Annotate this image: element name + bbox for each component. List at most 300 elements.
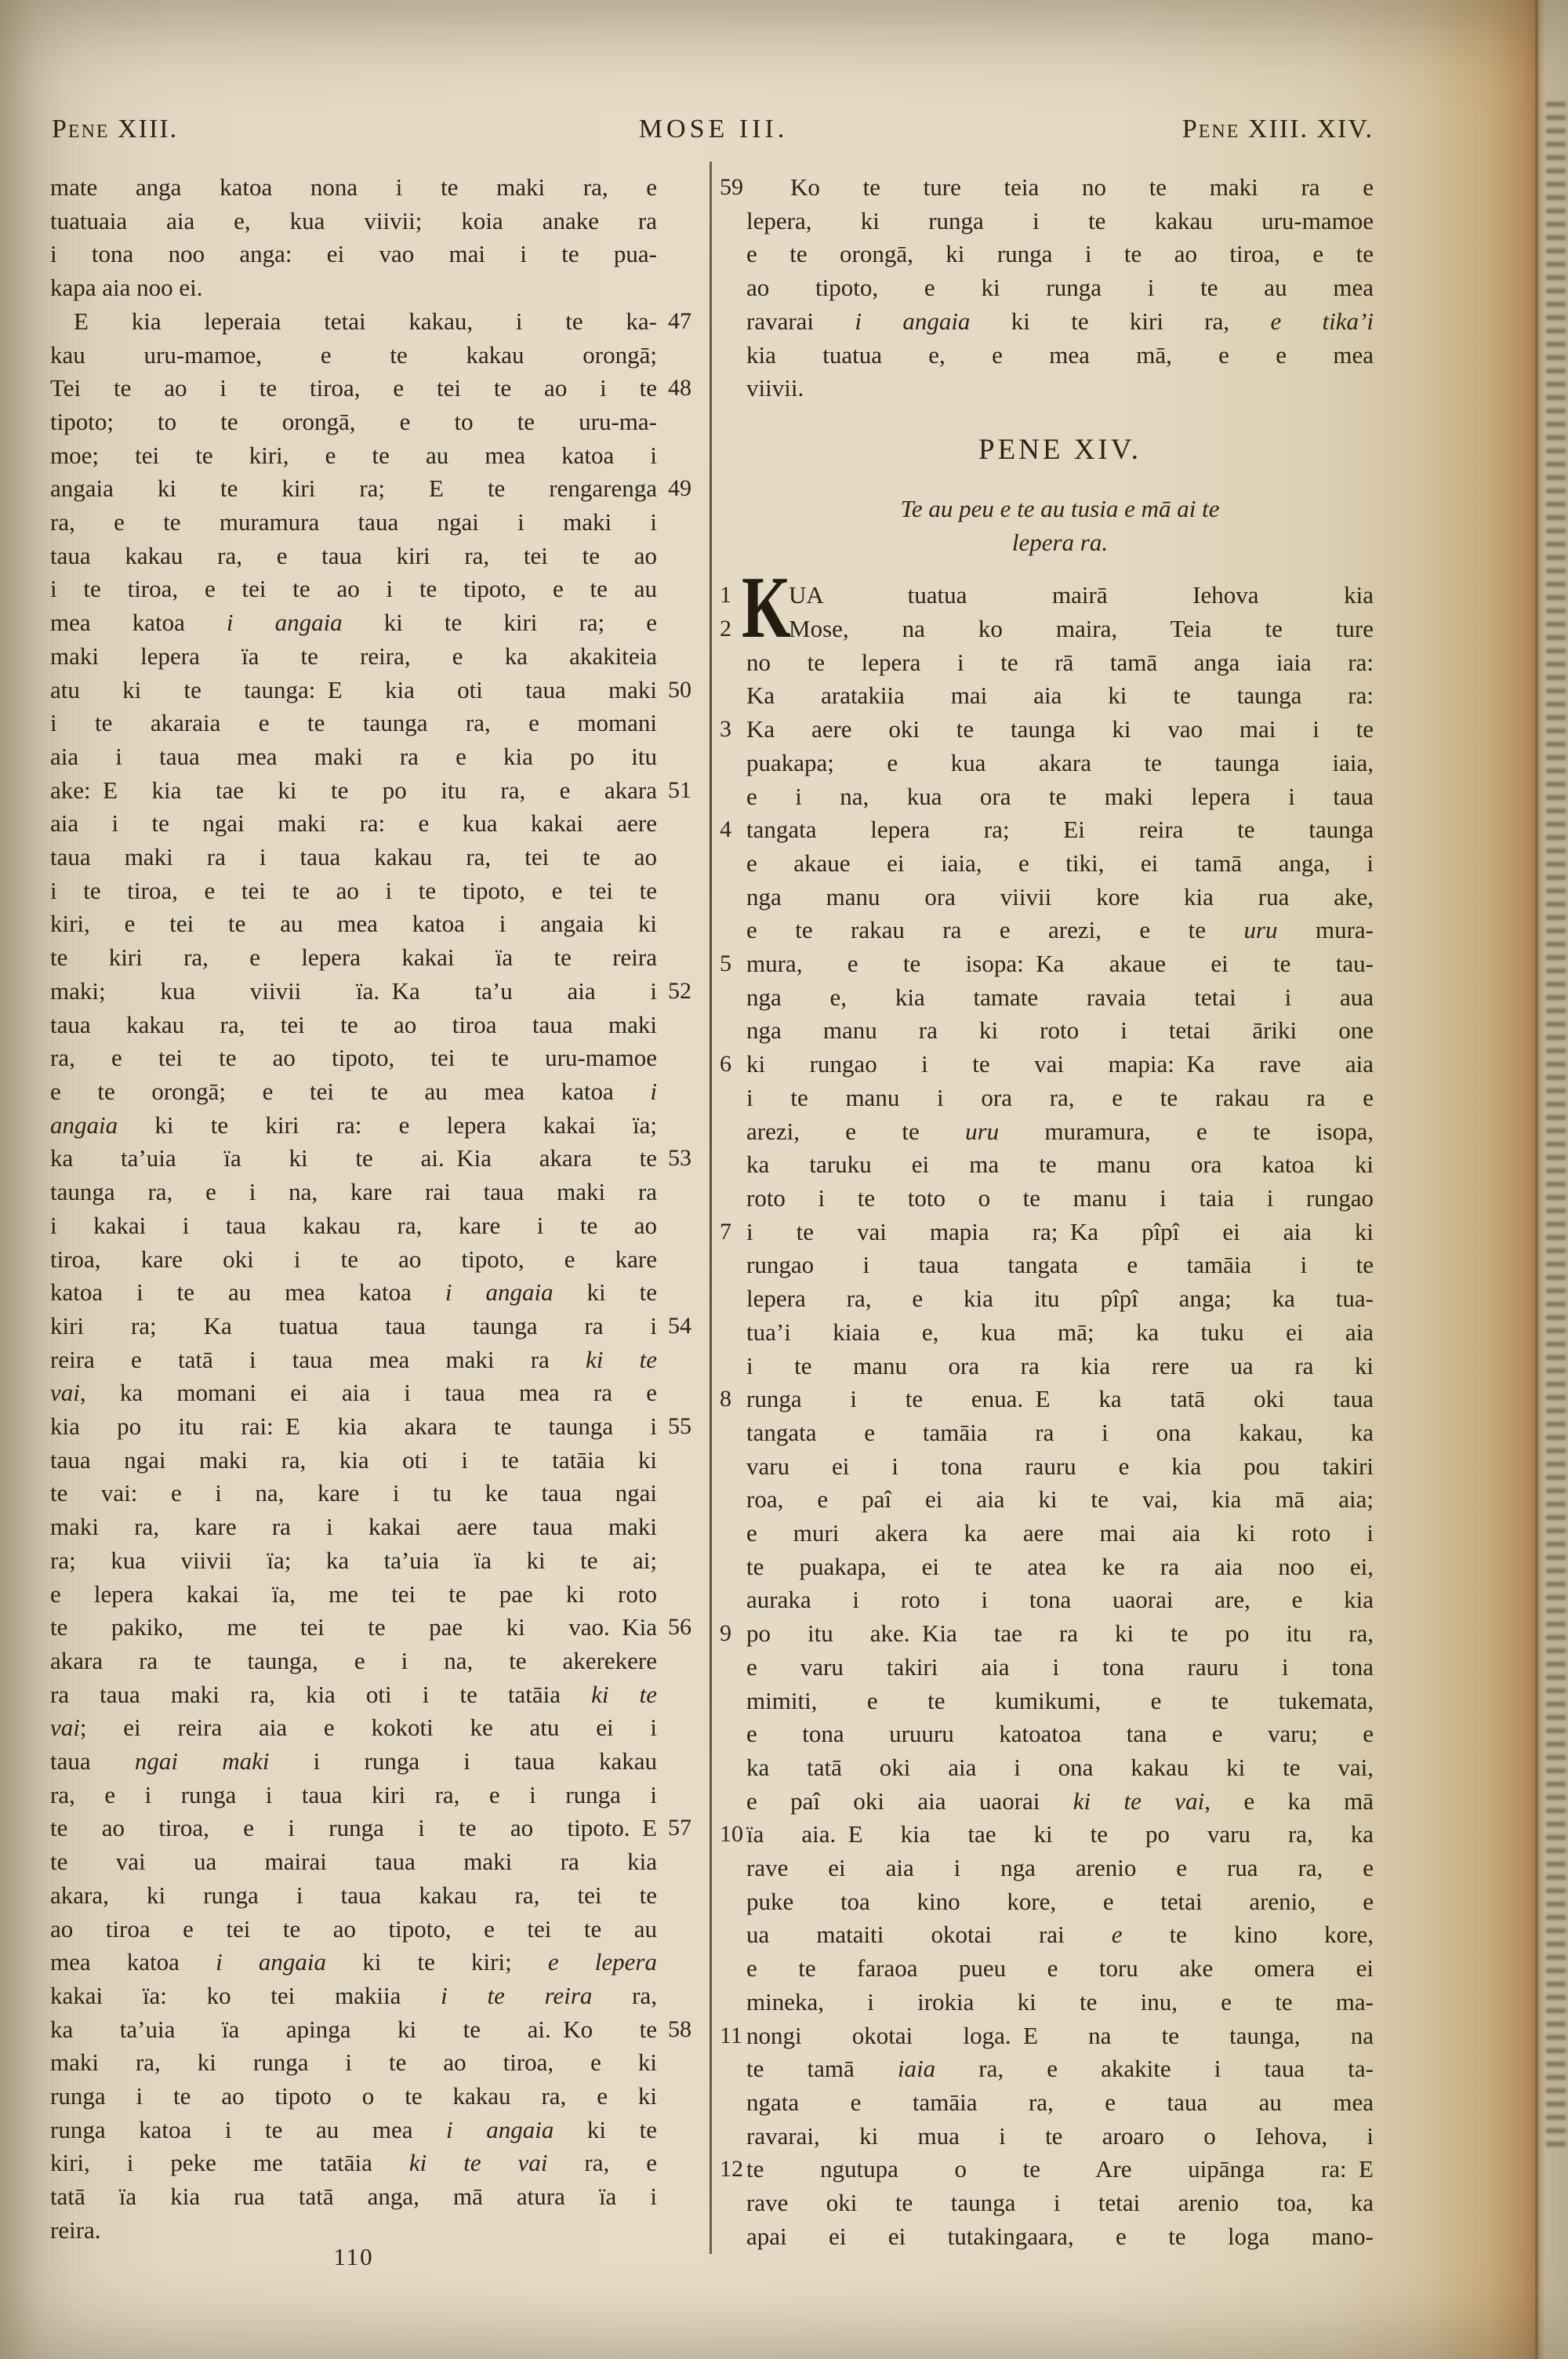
verse-text: aia i taua mea maki ra e kia po itu <box>50 742 657 770</box>
verse-text: te tamā iaia ra, e akakite i taua ta- <box>746 2055 1374 2083</box>
verse-text: vai, ka momani ei aia i taua mea ra e <box>50 1379 657 1407</box>
chapter-verses <box>720 579 1374 2253</box>
text-line <box>50 774 706 808</box>
verse-number: 49 <box>668 475 691 502</box>
text-line <box>720 1148 1374 1182</box>
verse-number <box>720 1416 746 1450</box>
verse-text: Ka aratakiia mai aia ki te taunga ra: <box>746 682 1374 710</box>
verse-text: ra taua maki ra, kia oti i te tatāia ki te <box>50 1680 658 1708</box>
right-column <box>720 171 1374 2253</box>
text-line <box>720 646 1374 680</box>
text-line <box>50 1578 706 1612</box>
verse-number <box>657 2214 706 2248</box>
right-column-intro <box>720 171 1374 405</box>
verse-number <box>657 1845 706 1879</box>
verse-number <box>720 1785 746 1819</box>
verse-text: varu ei i tona rauru e kia pou takiri <box>746 1452 1374 1480</box>
verse-number <box>657 841 706 874</box>
verse-number: 4 <box>720 816 731 843</box>
verse-text: i te tiroa, e tei te ao i te tipoto, e tei te <box>50 876 657 904</box>
verse-number <box>657 1544 706 1578</box>
verse-text: kiri ra; Ka tuatua taua taunga ra i <box>50 1311 657 1339</box>
verse-number <box>657 1176 706 1209</box>
verse-text: kia po itu rai: E kia akara te taunga i <box>50 1412 657 1441</box>
drop-cap: K <box>742 559 791 656</box>
text-line <box>50 405 706 439</box>
text-line <box>50 1376 706 1410</box>
verse-text: vai; ei reira aia e kokoti ke atu ei i <box>50 1714 657 1742</box>
verse-text: akara, ki runga i taua kakau ra, tei te <box>50 1881 657 1909</box>
verse-number: 1 <box>720 582 731 609</box>
text-line <box>720 1885 1374 1919</box>
facing-page-text-blur <box>1546 102 1566 2147</box>
verse-text: roto i te toto o te manu i taia i rungao <box>746 1183 1374 1212</box>
verse-text: te pakiko, me tei te pae ki vao. Kia <box>50 1613 657 1641</box>
verse-number <box>720 1918 746 1952</box>
text-line <box>50 1041 706 1075</box>
verse-text: ka ta’uia ïa ki te ai. Kia akara te <box>50 1144 657 1172</box>
verse-text: reira e tatā i taua mea maki ra ki te <box>50 1345 657 1373</box>
verse-number: 8 <box>720 1386 731 1412</box>
verse-number <box>657 1209 706 1243</box>
verse-text: taua kakau ra, tei te ao tiroa taua maki <box>50 1010 657 1038</box>
verse-text: puakapa; e kua akara te taunga iaia, <box>746 748 1374 776</box>
verse-text: runga i te enua. E ka tatā oki taua <box>746 1385 1374 1413</box>
verse-text: nga e, kia tamate ravaia tetai i aua <box>746 983 1374 1011</box>
text-line <box>50 874 706 908</box>
verse-number <box>720 847 746 881</box>
verse-text: taunga ra, e i na, kare rai taua maki ra <box>50 1178 657 1206</box>
text-line <box>50 606 706 640</box>
verse-number <box>720 2086 746 2120</box>
text-line <box>720 1651 1374 1685</box>
verse-text: ra; kua viivii ïa; ka ta’uia ïa ki te ai; <box>50 1546 657 1574</box>
verse-number <box>657 506 706 540</box>
verse-number <box>720 1517 746 1550</box>
text-line <box>720 1014 1374 1048</box>
text-line <box>50 1879 706 1913</box>
column-divider <box>710 162 712 2254</box>
verse-text: te vai ua mairai taua maki ra kia <box>50 1848 657 1876</box>
verse-number <box>657 2046 706 2080</box>
running-head-center: MOSE III. <box>638 114 789 144</box>
text-line <box>720 780 1374 814</box>
running-head <box>50 114 1377 151</box>
verse-text: ao tipoto, e ki runga i te au mea <box>746 274 1374 302</box>
verse-text: rave oki te taunga i tetai arenio toa, ka <box>746 2189 1374 2217</box>
left-column <box>50 171 706 2248</box>
verse-text: i te tiroa, e tei te ao i te tipoto, e te au <box>50 575 657 603</box>
verse-text: e te rakau ra e arezi, e te uru mura- <box>746 916 1374 944</box>
verse-number <box>720 1350 746 1383</box>
verse-number <box>720 1316 746 1350</box>
text-line <box>50 205 706 238</box>
verse-number <box>720 2186 746 2220</box>
verse-text: kiri, i peke me tatāia ki te vai ra, e <box>50 2149 657 2177</box>
running-head-left: Pene XIII. <box>52 114 179 144</box>
verse-number <box>657 1645 706 1678</box>
verse-number <box>657 941 706 975</box>
verse-number <box>720 1717 746 1751</box>
verse-number: 54 <box>668 1312 691 1339</box>
verse-text: apai ei ei tutakingaara, e te loga mano- <box>746 2222 1374 2250</box>
verse-text: roa, e paî ei aia ki te vai, kia mā aia; <box>746 1485 1374 1514</box>
verse-text: ra, e tei te ao tipoto, tei te uru-mamoe <box>50 1044 657 1072</box>
verse-text: tangata e tamāia ra i ona kakau, ka <box>746 1418 1374 1446</box>
verse-number <box>657 205 706 238</box>
text-line <box>720 1450 1374 1484</box>
verse-text: i te manu i ora ra, e te rakau ra e <box>746 1083 1374 1111</box>
text-line <box>50 271 706 305</box>
text-line <box>50 439 706 473</box>
verse-text: moe; tei te kiri, e te au mea katoa i <box>50 441 657 469</box>
text-line <box>50 2080 706 2114</box>
verse-number <box>657 1276 706 1310</box>
text-line <box>720 1852 1374 1885</box>
text-line <box>720 238 1374 271</box>
verse-text: Ka aere oki te taunga ki vao mai i te <box>746 715 1374 743</box>
verse-text: no te lepera i te rā tamā anga iaia ra: <box>746 648 1374 676</box>
text-line <box>50 339 706 373</box>
verse-number <box>657 1243 706 1277</box>
text-line <box>50 975 706 1009</box>
verse-number <box>657 1109 706 1143</box>
verse-number: 6 <box>720 1051 731 1078</box>
chapter-summary <box>746 493 1374 559</box>
verse-text: aia i te ngai maki ra: e kua kakai aere <box>50 809 657 838</box>
text-line <box>720 1316 1374 1350</box>
text-line <box>50 1444 706 1478</box>
verse-text: E kia leperaia tetai kakau, i te ka- <box>74 307 657 335</box>
text-line <box>50 1343 706 1377</box>
text-line <box>720 1785 1374 1819</box>
text-line <box>50 1243 706 1277</box>
text-line <box>720 1350 1374 1383</box>
verse-number <box>720 747 746 780</box>
verse-number <box>720 1182 746 1216</box>
verse-text: ngata e tamāia ra, e taua au mea <box>746 2088 1374 2116</box>
verse-number <box>657 874 706 908</box>
text-line <box>720 1115 1374 1149</box>
text-line <box>50 740 706 774</box>
verse-text: te ngutupa o te Are uipānga ra: E <box>746 2155 1374 2183</box>
verse-text: angaia ki te kiri ra: e lepera kakai ïa; <box>50 1110 657 1139</box>
text-line <box>720 171 1374 205</box>
chapter-heading: PENE XIV. <box>978 433 1142 466</box>
verse-number <box>720 372 746 405</box>
verse-text: mea katoa i angaia ki te kiri; e lepera <box>50 1948 657 1976</box>
verse-text: nga manu ora viivii kore kia rua ake, <box>746 882 1374 911</box>
text-line <box>50 506 706 540</box>
text-line <box>50 472 706 506</box>
verse-number: 55 <box>668 1413 691 1440</box>
verse-number <box>657 807 706 841</box>
verse-text: te ao tiroa, e i runga i te ao tipoto. E <box>50 1814 657 1842</box>
verse-text: tangata lepera ra; Ei reira te taunga <box>746 816 1374 844</box>
page-number: 110 <box>333 2243 374 2270</box>
verse-text: tipoto; to te orongā, e to te uru-ma- <box>50 407 657 435</box>
text-line <box>50 1310 706 1343</box>
verse-text: ka tatā oki aia i ona kakau ki te vai, <box>746 1753 1374 1781</box>
text-line <box>50 2013 706 2047</box>
verse-number <box>657 2114 706 2147</box>
verse-number <box>720 914 746 947</box>
text-line <box>50 841 706 874</box>
verse-number <box>657 540 706 573</box>
text-line <box>720 372 1374 405</box>
verse-number: 51 <box>668 776 691 803</box>
text-line <box>50 1109 706 1143</box>
text-line <box>720 679 1374 713</box>
verse-number: 48 <box>668 375 691 402</box>
verse-number <box>720 339 746 373</box>
text-line <box>720 339 1374 373</box>
verse-number <box>657 1343 706 1377</box>
verse-text: i te manu ora ra kia rere ua ra ki <box>746 1351 1374 1379</box>
verse-text: e paî oki aia uaorai ki te vai, e ka mā <box>746 1787 1374 1815</box>
text-line <box>720 1550 1374 1584</box>
verse-text: e varu takiri aia i tona rauru i tona <box>746 1652 1374 1681</box>
verse-number <box>657 171 706 205</box>
verse-number <box>720 981 746 1015</box>
verse-number: 50 <box>668 676 691 703</box>
verse-number <box>720 1081 746 1115</box>
verse-number <box>657 572 706 606</box>
verse-number <box>720 1952 746 1986</box>
text-line <box>720 2153 1374 2186</box>
verse-text: e muri akera ka aere mai aia ki roto i <box>746 1519 1374 1547</box>
verse-text: i tona noo anga: ei vao mai i te pua- <box>50 240 657 268</box>
verse-text: Tei te ao i te tiroa, e tei te ao i te <box>50 374 657 402</box>
verse-text: taua ngai maki ra, kia oti i te tatāia ki <box>50 1445 657 1474</box>
verse-number <box>720 881 746 914</box>
verse-number: 11 <box>720 2022 742 2048</box>
verse-number <box>657 1913 706 1946</box>
text-line <box>720 1986 1374 2019</box>
verse-number <box>720 1014 746 1048</box>
verse-number <box>720 1115 746 1149</box>
verse-number <box>657 405 706 439</box>
verse-number: 47 <box>668 307 691 334</box>
verse-text: ra, e te muramura taua ngai i maki i <box>50 508 657 536</box>
text-line <box>50 2046 706 2080</box>
verse-number: 3 <box>720 716 731 743</box>
text-line <box>50 1711 706 1745</box>
text-line <box>720 1517 1374 1550</box>
verse-text: mura, e te isopa: Ka akaue ei te tau- <box>746 950 1374 978</box>
text-line <box>50 1812 706 1845</box>
verse-text: te puakapa, ei te atea ke ra aia noo ei, <box>746 1552 1374 1580</box>
text-line <box>50 2114 706 2147</box>
verse-number <box>657 606 706 640</box>
verse-number <box>720 1249 746 1282</box>
verse-text: puke toa kino kore, e tetai arenio, e <box>746 1887 1374 1915</box>
verse-text: tatā ïa kia rua tatā anga, mā atura ïa i <box>50 2183 657 2211</box>
verse-text: ïa aia. E kia tae ki te po varu ra, ka <box>746 1820 1374 1848</box>
verse-text: e i na, kua ora te maki lepera i taua <box>746 782 1374 810</box>
verse-number <box>657 1444 706 1478</box>
verse-number <box>720 780 746 814</box>
verse-text: tuatuaia aia e, kua viivii; koia anake ra <box>50 206 657 234</box>
verse-number <box>657 1678 706 1712</box>
verse-text: auraka i roto i tona uaorai are, e kia <box>746 1586 1374 1614</box>
verse-text: kapa aia noo ei. <box>50 274 203 302</box>
text-line <box>720 981 1374 1015</box>
text-line <box>720 1952 1374 1986</box>
text-line <box>50 807 706 841</box>
verse-text: ki rungao i te vai mapia: Ka rave aia <box>746 1050 1374 1078</box>
text-line <box>50 1410 706 1444</box>
text-line <box>50 1544 706 1578</box>
verse-text: ake: E kia tae ki te po itu ra, e akara <box>50 776 657 804</box>
text-line <box>50 1510 706 1544</box>
verse-number <box>720 2120 746 2154</box>
verse-text: ka ta’uia ïa apinga ki te ai. Ko te <box>50 2015 657 2043</box>
text-line <box>50 1142 706 1176</box>
text-line <box>720 1717 1374 1751</box>
text-line <box>50 1645 706 1678</box>
verse-number <box>657 1879 706 1913</box>
verse-text: i kakai i taua kakau ra, kare i te ao <box>50 1211 657 1239</box>
verse-number <box>720 679 746 713</box>
verse-text: ao tiroa e tei te ao tipoto, e tei te au <box>50 1914 657 1943</box>
verse-text: e te orongā; e tei te au mea katoa i <box>50 1077 657 1105</box>
verse-text: runga i te ao tipoto o te kakau ra, e ki <box>50 2082 657 2110</box>
verse-number <box>720 2220 746 2254</box>
verse-text: ka taruku ei ma te manu ora katoa ki <box>746 1150 1374 1179</box>
text-line <box>50 907 706 941</box>
verse-text: te kiri ra, e lepera kakai ïa te reira <box>50 943 657 972</box>
text-line <box>50 640 706 674</box>
text-line <box>50 305 706 339</box>
verse-number <box>720 271 746 305</box>
text-line <box>720 2052 1374 2086</box>
text-line <box>720 1818 1374 1852</box>
verse-number <box>657 1779 706 1812</box>
verse-text: e tona uruuru katoatoa tana e varu; e <box>746 1720 1374 1748</box>
verse-text: arezi, e te uru muramura, e te isopa, <box>746 1117 1374 1145</box>
verse-text: e te orongā, ki runga i te ao tiroa, e te <box>746 240 1374 268</box>
verse-text: ravarai i angaia ki te kiri ra, e tika’i <box>746 307 1374 335</box>
verse-text: akara ra te taunga, e i na, te akerekere <box>50 1646 657 1674</box>
text-line <box>720 205 1374 238</box>
verse-text: mimiti, e te kumikumi, e te tukemata, <box>746 1686 1374 1714</box>
facing-page-edge <box>1535 0 1568 2359</box>
verse-text: ravarai, ki mua i te aroaro o Iehova, i <box>746 2121 1374 2150</box>
verse-number: 57 <box>668 1815 691 1841</box>
text-line <box>50 1979 706 2013</box>
verse-number <box>657 640 706 674</box>
text-line <box>720 579 1374 612</box>
text-line <box>720 1081 1374 1115</box>
verse-number <box>720 1583 746 1617</box>
verse-number <box>657 707 706 740</box>
text-line <box>720 747 1374 780</box>
verse-text: ua mataiti okotai rai e te kino kore, <box>746 1921 1374 1949</box>
verse-number <box>657 1041 706 1075</box>
text-line <box>50 1075 706 1109</box>
verse-number <box>657 1477 706 1510</box>
verse-text: mate anga katoa nona i te maki ra, e <box>50 173 657 201</box>
text-line <box>50 1913 706 1946</box>
verse-number <box>720 1751 746 1785</box>
running-head-right: Pene XIII. XIV. <box>1181 114 1374 144</box>
verse-number <box>657 1979 706 2013</box>
verse-number <box>657 1510 706 1544</box>
text-line <box>50 1946 706 1979</box>
verse-number: 59 <box>720 174 743 200</box>
verse-text: i te akaraia e te taunga ra, e momani <box>50 709 657 737</box>
verse-number <box>720 1685 746 1718</box>
verse-number <box>720 1885 746 1919</box>
verse-text: maki ra, kare ra i kakai aere taua maki <box>50 1513 657 1541</box>
verse-number <box>657 1376 706 1410</box>
verse-number <box>657 2146 706 2180</box>
verse-number <box>657 2180 706 2214</box>
verse-text: rave ei aia i nga arenio e rua ra, e <box>746 1854 1374 1882</box>
text-line <box>50 1845 706 1879</box>
text-line <box>720 881 1374 914</box>
verse-number <box>657 2080 706 2114</box>
chapter-summary-line: Te au peu e te au tusia e mā ai te <box>900 494 1220 522</box>
verse-text: lepera ra, e kia itu pîpî anga; ka tua- <box>746 1285 1374 1313</box>
verse-number: 10 <box>720 1821 743 1848</box>
text-line <box>50 674 706 707</box>
text-line <box>720 2120 1374 2154</box>
verse-number <box>720 1852 746 1885</box>
text-line <box>50 572 706 606</box>
verse-text: lepera, ki runga i te kakau uru-mamoe <box>746 206 1374 234</box>
verse-text: kia tuatua e, e mea mā, e e mea <box>746 340 1374 369</box>
text-line <box>50 1678 706 1712</box>
verse-text: atu ki te taunga: E kia oti taua maki <box>50 675 657 703</box>
text-line <box>720 1249 1374 1282</box>
verse-number: 58 <box>668 2016 691 2042</box>
verse-number <box>657 439 706 473</box>
verse-text: maki lepera ïa te reira, e ka akakiteia <box>50 642 657 670</box>
verse-text: po itu ake. Kia tae ra ki te po itu ra, <box>746 1619 1374 1648</box>
text-line <box>720 1918 1374 1952</box>
verse-text: taua kakau ra, e taua kiri ra, tei te ao <box>50 541 657 569</box>
text-line <box>720 914 1374 947</box>
verse-text: Mose, na ko maira, Teia te ture <box>789 615 1374 643</box>
text-line <box>720 612 1374 646</box>
verse-text: e akaue ei iaia, e tiki, ei tamā anga, i <box>746 849 1374 877</box>
verse-text: maki ra, ki runga i te ao tiroa, e ki <box>50 2048 657 2077</box>
verse-text: e lepera kakai ïa, me tei te pae ki roto <box>50 1579 657 1608</box>
verse-text: maki; kua viivii ïa. Ka ta’u aia i <box>50 976 657 1005</box>
verse-number <box>657 271 706 305</box>
verse-number: 12 <box>720 2156 743 2183</box>
verse-text: mineka, i irokia ki te inu, e te ma- <box>746 1987 1374 2016</box>
text-line <box>50 171 706 205</box>
verse-text: i te vai mapia ra; Ka pîpî ei aia ki <box>746 1217 1374 1245</box>
verse-number <box>657 1711 706 1745</box>
text-line <box>720 1282 1374 1316</box>
text-line <box>50 1477 706 1510</box>
verse-text: taua ngai maki i runga i taua kakau <box>50 1747 657 1776</box>
text-line <box>720 1383 1374 1416</box>
text-line <box>50 540 706 573</box>
text-line <box>720 271 1374 305</box>
verse-text: te vai: e i na, kare i tu ke taua ngai <box>50 1479 657 1507</box>
verse-number <box>720 1450 746 1484</box>
text-line <box>50 1209 706 1243</box>
text-line <box>50 707 706 740</box>
text-line <box>720 1583 1374 1617</box>
text-line <box>50 941 706 975</box>
verse-number: 52 <box>668 977 691 1004</box>
